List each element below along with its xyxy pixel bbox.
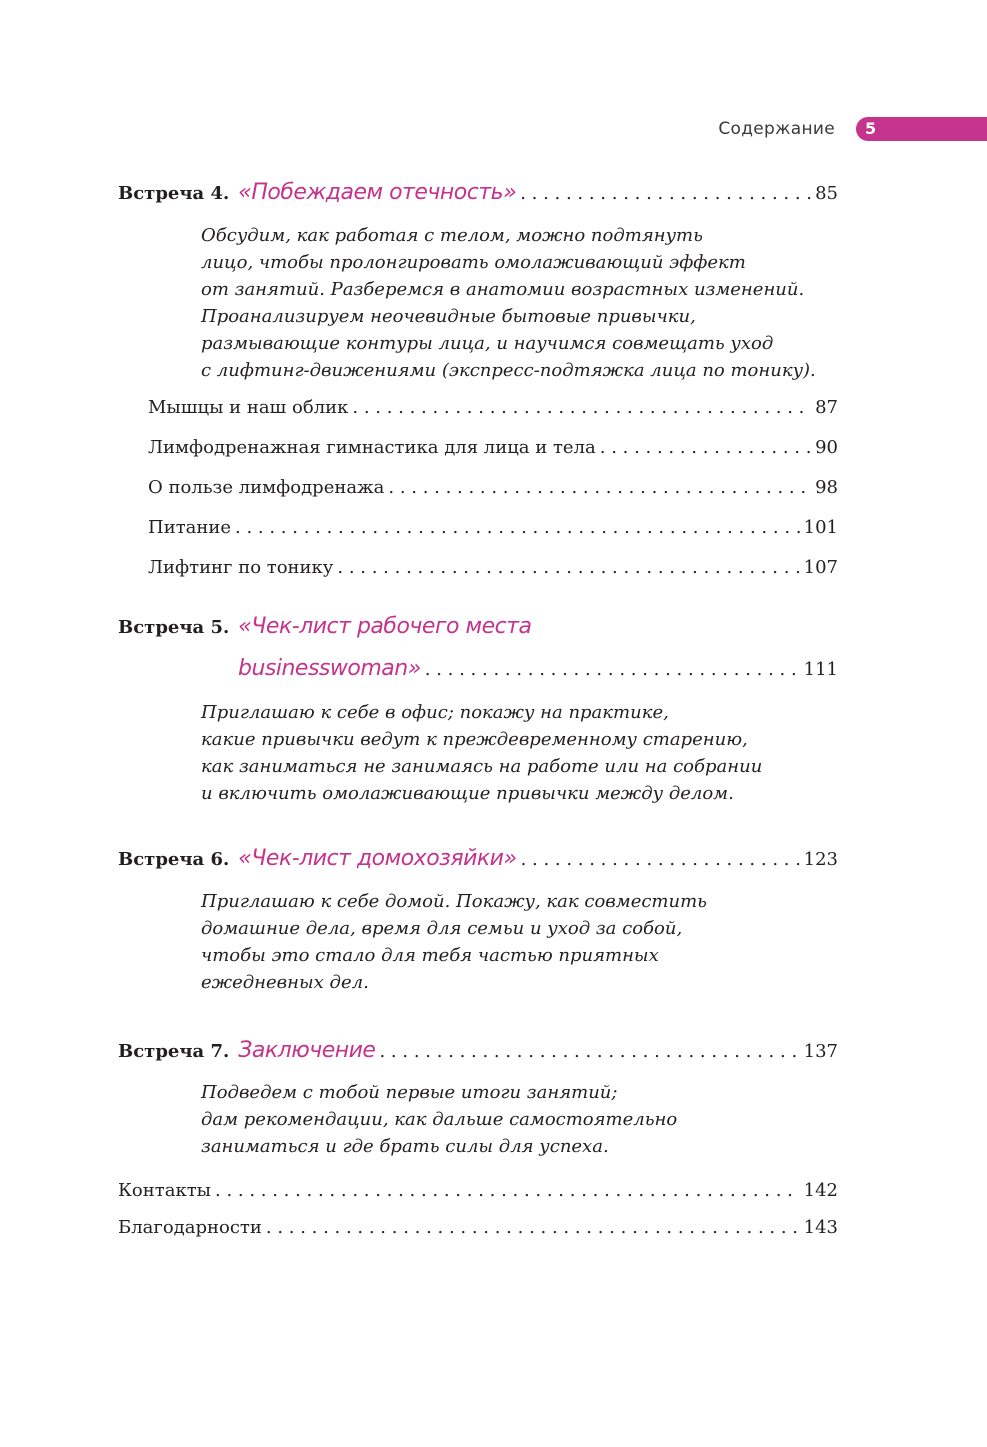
- description-line: Приглашаю к себе в офис; покажу на практике,: [201, 702, 669, 723]
- meeting-5-description: [201, 699, 821, 807]
- subentry-title: Лифтинг по тонику: [148, 557, 334, 578]
- meeting-title: «Чек-лист рабочего места: [238, 614, 532, 639]
- page-number: 137: [803, 1041, 838, 1062]
- description-line: лицо, чтобы пролонгировать омолаживающий эффект: [201, 252, 746, 273]
- toc-entry-meeting-6[interactable]: [118, 846, 838, 876]
- meeting-label: Встреча 5.: [118, 617, 230, 638]
- toc-subentry[interactable]: [148, 517, 838, 547]
- meeting-title-continued: businesswoman»: [238, 656, 421, 681]
- subentry-title: Питание: [148, 517, 232, 538]
- description-line: Приглашаю к себе домой. Покажу, как совместить: [201, 891, 707, 912]
- subentry-title: Мышцы и наш облик: [148, 397, 349, 418]
- meeting-label: Встреча 6.: [118, 849, 230, 870]
- toc-subentry[interactable]: [148, 397, 838, 427]
- leader-dots: [379, 1041, 799, 1062]
- leader-dots: [388, 477, 811, 498]
- leader-dots: [266, 1217, 800, 1238]
- leader-dots: [521, 849, 800, 870]
- page-number: 107: [803, 557, 838, 578]
- description-line: Обсудим, как работая с телом, можно подтянуть: [201, 225, 703, 246]
- page-number: 142: [803, 1180, 838, 1201]
- meeting-label: Встреча 7.: [118, 1041, 230, 1062]
- toc-entry-meeting-5[interactable]: [118, 614, 838, 644]
- description-line: дам рекомендации, как дальше самостоятельно: [201, 1109, 678, 1130]
- leader-dots: [600, 437, 811, 458]
- meeting-4-description: [201, 222, 821, 384]
- description-line: Подведем с тобой первые итоги занятий;: [201, 1082, 618, 1103]
- toc-entry-meeting-4[interactable]: [118, 180, 838, 210]
- page-number-badge: 5: [856, 117, 987, 141]
- entry-title: Благодарности: [118, 1217, 262, 1238]
- description-line: чтобы это стало для тебя частью приятных: [201, 945, 659, 966]
- toc-subentry[interactable]: [148, 557, 838, 587]
- toc-entry-meeting-7[interactable]: [118, 1038, 838, 1068]
- description-line: какие привычки ведут к преждевременному старению,: [201, 729, 748, 750]
- leader-dots: [425, 659, 800, 680]
- meeting-7-description: [201, 1079, 821, 1160]
- entry-title: Контакты: [118, 1180, 211, 1201]
- toc-entry-contacts[interactable]: [118, 1180, 838, 1210]
- leader-dots: [520, 183, 811, 204]
- toc-entry-meeting-5-continued[interactable]: [238, 656, 838, 686]
- description-line: с лифтинг-движениями (экспресс-подтяжка лица по тонику).: [201, 360, 816, 381]
- subentry-title: О пользе лимфодренажа: [148, 477, 385, 498]
- description-line: размывающие контуры лица, и научимся совмещать уход: [201, 333, 774, 354]
- meeting-6-description: [201, 888, 821, 996]
- description-line: и включить омолаживающие привычки между делом.: [201, 783, 734, 804]
- page-number: 90: [815, 437, 838, 458]
- leader-dots: [337, 557, 799, 578]
- subentry-title: Лимфодренажная гимнастика для лица и тела: [148, 437, 596, 458]
- description-line: заниматься и где брать силы для успеха.: [201, 1136, 609, 1157]
- meeting-title: «Побеждаем отечность»: [238, 180, 517, 205]
- page-number: 111: [803, 659, 838, 680]
- leader-dots: [352, 397, 811, 418]
- page-number: 101: [803, 517, 838, 538]
- description-line: как заниматься не занимаясь на работе или на собрании: [201, 756, 763, 777]
- page-number: 87: [815, 397, 838, 418]
- toc-subentry[interactable]: [148, 437, 838, 467]
- meeting-label: Встреча 4.: [118, 183, 230, 204]
- running-header-title: Содержание: [718, 119, 835, 139]
- description-line: домашние дела, время для семьи и уход за собой,: [201, 918, 683, 939]
- toc-entry-thanks[interactable]: [118, 1217, 838, 1247]
- description-line: Проанализируем неочевидные бытовые привычки,: [201, 306, 696, 327]
- page-number: 123: [803, 849, 838, 870]
- description-line: ежедневных дел.: [201, 972, 369, 993]
- leader-dots: [235, 517, 800, 538]
- page-number: 143: [803, 1217, 838, 1238]
- meeting-title: «Чек-лист домохозяйки»: [238, 846, 517, 871]
- leader-dots: [215, 1180, 800, 1201]
- page-number: 98: [815, 477, 838, 498]
- page-number: 85: [815, 183, 838, 204]
- description-line: от занятий. Разберемся в анатомии возрастных изменений.: [201, 279, 805, 300]
- meeting-title: Заключение: [238, 1038, 376, 1063]
- toc-subentry[interactable]: [148, 477, 838, 507]
